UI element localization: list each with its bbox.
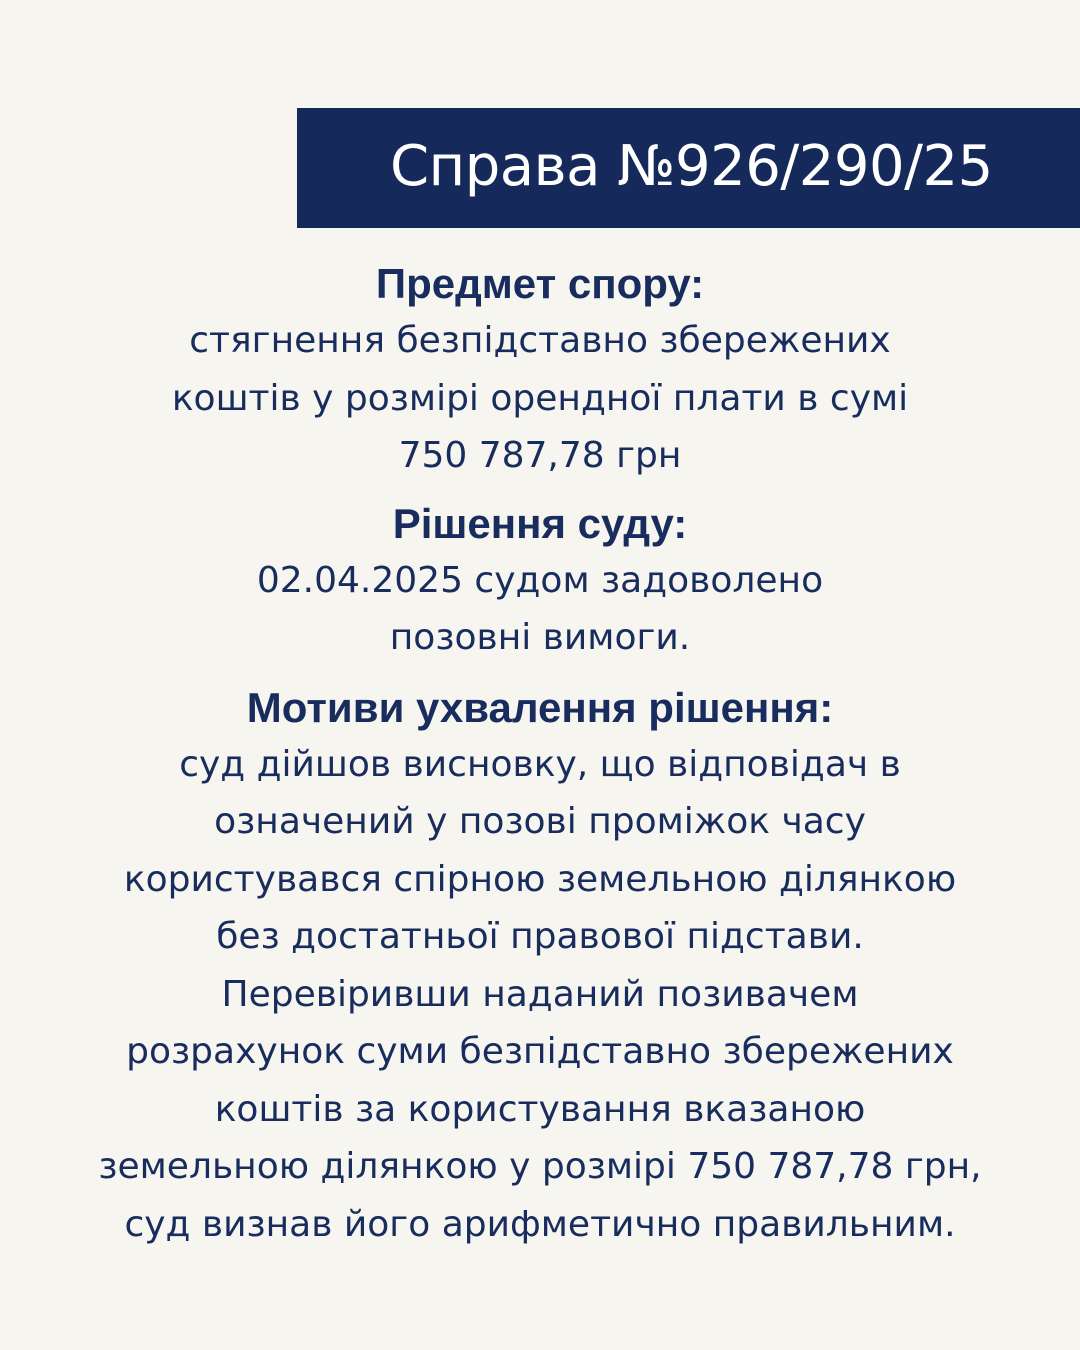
subject-line: коштів у розмірі орендної плати в сумі <box>171 377 909 419</box>
case-number-banner <box>297 108 1080 228</box>
motives-line: розрахунок суми безпідставно збережених <box>126 1031 954 1072</box>
motives-line: користувався спірною земельною ділянкою <box>123 858 957 900</box>
decision-heading: Рішення суду: <box>392 499 688 547</box>
motives-line: земельною ділянкою у розмірі 750 787,78 грн, <box>98 1146 982 1187</box>
motives-heading: Мотиви ухвалення рішення: <box>246 683 834 731</box>
motives-line: суд дійшов висновку, що відповідач в <box>179 743 901 785</box>
motives-line: Перевіривши наданий позивачем <box>221 973 859 1015</box>
subject-section <box>0 256 1080 485</box>
subject-heading: Предмет спору: <box>375 260 705 307</box>
decision-line: позовні вимоги. <box>389 617 691 658</box>
motives-line: означений у позові проміжок часу <box>214 801 866 842</box>
motives-section <box>0 680 1080 1254</box>
subject-line: 750 787,78 грн <box>398 435 682 476</box>
motives-line: без достатньої правової підстави. <box>216 916 864 957</box>
decision-line: 02.04.2025 судом задоволено <box>256 559 824 601</box>
subject-line: стягнення безпідставно збережених <box>189 320 891 361</box>
decision-section <box>0 496 1080 667</box>
motives-line: коштів за користування вказаною <box>214 1088 866 1130</box>
case-summary <box>0 256 1080 1253</box>
motives-line: суд визнав його арифметично правильним. <box>124 1203 956 1245</box>
case-number-title: Справа №926/290/25 <box>390 134 993 199</box>
